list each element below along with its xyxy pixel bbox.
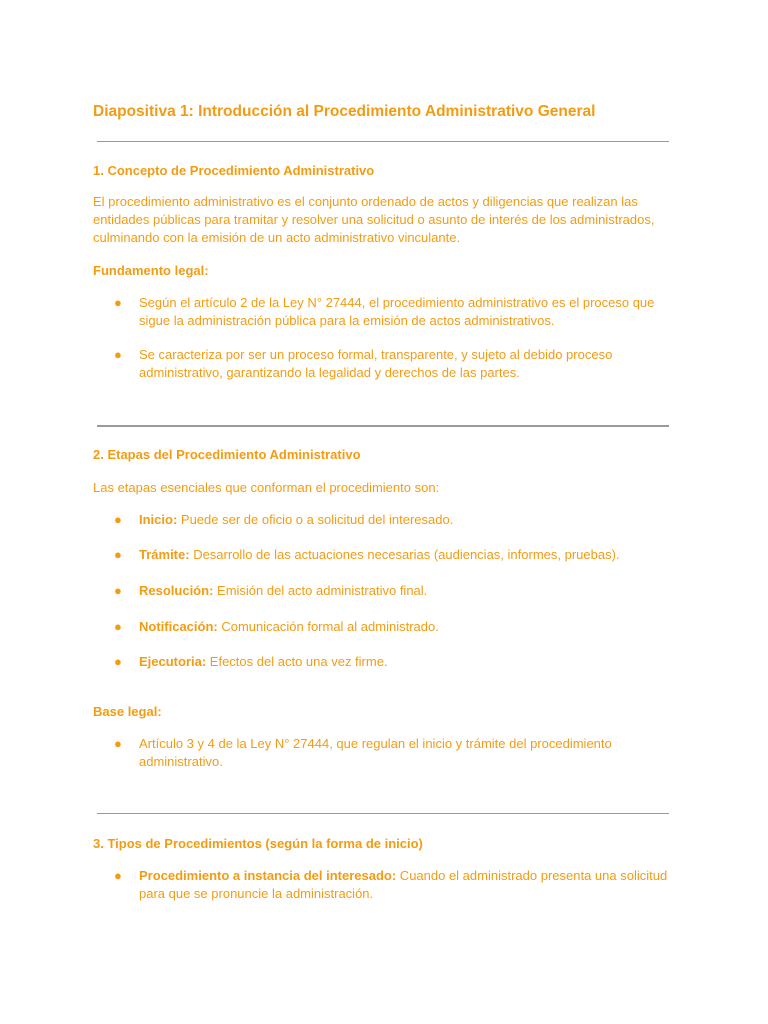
section-intro: Las etapas esenciales que conforman el procedimiento son: (93, 480, 440, 495)
stage-text: Emisión del acto administrativo final. (213, 583, 428, 598)
section-heading: 1. Concepto de Procedimiento Administrativo (93, 163, 375, 178)
divider (97, 813, 669, 814)
bullet-icon: ● (114, 512, 122, 527)
list-item (139, 582, 684, 600)
list-item (139, 546, 684, 564)
stage-text: Comunicación formal al administrado. (217, 619, 439, 634)
bullet-icon: ● (114, 295, 122, 310)
stage-label: Resolución: (139, 583, 214, 598)
stage-text: Efectos del acto una vez firme. (206, 654, 388, 669)
stage-label: Trámite: (139, 547, 190, 562)
stage-text: Desarrollo de las actuaciones necesarias (audiencias, informes, pruebas). (189, 547, 620, 562)
bullet-icon: ● (114, 619, 122, 634)
section-paragraph: El procedimiento administrativo es el conjunto ordenado de actos y diligencias que realizan las entidades públicas para tramitar y resolver una solicitud o asunto de interés de los administrados, culminando con la emisión de un acto administrativo vinculante. (93, 194, 655, 245)
stage-label: Inicio: (139, 512, 178, 527)
list-item (139, 511, 684, 529)
list-item (139, 618, 684, 636)
section-heading: 3. Tipos de Procedimientos (según la forma de inicio) (93, 836, 423, 851)
bullet-icon: ● (114, 868, 122, 883)
stage-text: Puede ser de oficio o a solicitud del interesado. (177, 512, 454, 527)
list-item (139, 653, 684, 671)
list-item: Artículo 3 y 4 de la Ley N° 27444, que regulan el inicio y trámite del procedimiento administrativo. (139, 736, 612, 769)
list-item: Se caracteriza por ser un proceso formal, transparente, y sujeto al debido proceso administrativo, garantizando la legalidad y derechos de las partes. (139, 347, 613, 380)
list-item: Según el artículo 2 de la Ley N° 27444, el procedimiento administrativo es el proceso que sigue la administración pública para la emisión de actos administrativos. (139, 295, 655, 328)
divider (97, 425, 669, 427)
section-heading: 2. Etapas del Procedimiento Administrativo (93, 447, 361, 462)
subheading: Base legal: (93, 704, 162, 719)
page-title: Diapositiva 1: Introducción al Procedimiento Administrativo General (93, 103, 596, 120)
type-label: Procedimiento a instancia del interesado: (139, 868, 397, 883)
bullet-icon: ● (114, 583, 122, 598)
bullet-icon: ● (114, 654, 122, 669)
divider (97, 141, 669, 142)
bullet-icon: ● (114, 347, 122, 362)
subheading: Fundamento legal: (93, 263, 209, 278)
bullet-icon: ● (114, 736, 122, 751)
stage-label: Ejecutoria: (139, 654, 207, 669)
bullet-icon: ● (114, 547, 122, 562)
stage-label: Notificación: (139, 619, 218, 634)
list-item (139, 867, 684, 903)
type-text: Cuando el administrado presenta una solicitud para que se pronuncie la administración. (139, 868, 668, 901)
